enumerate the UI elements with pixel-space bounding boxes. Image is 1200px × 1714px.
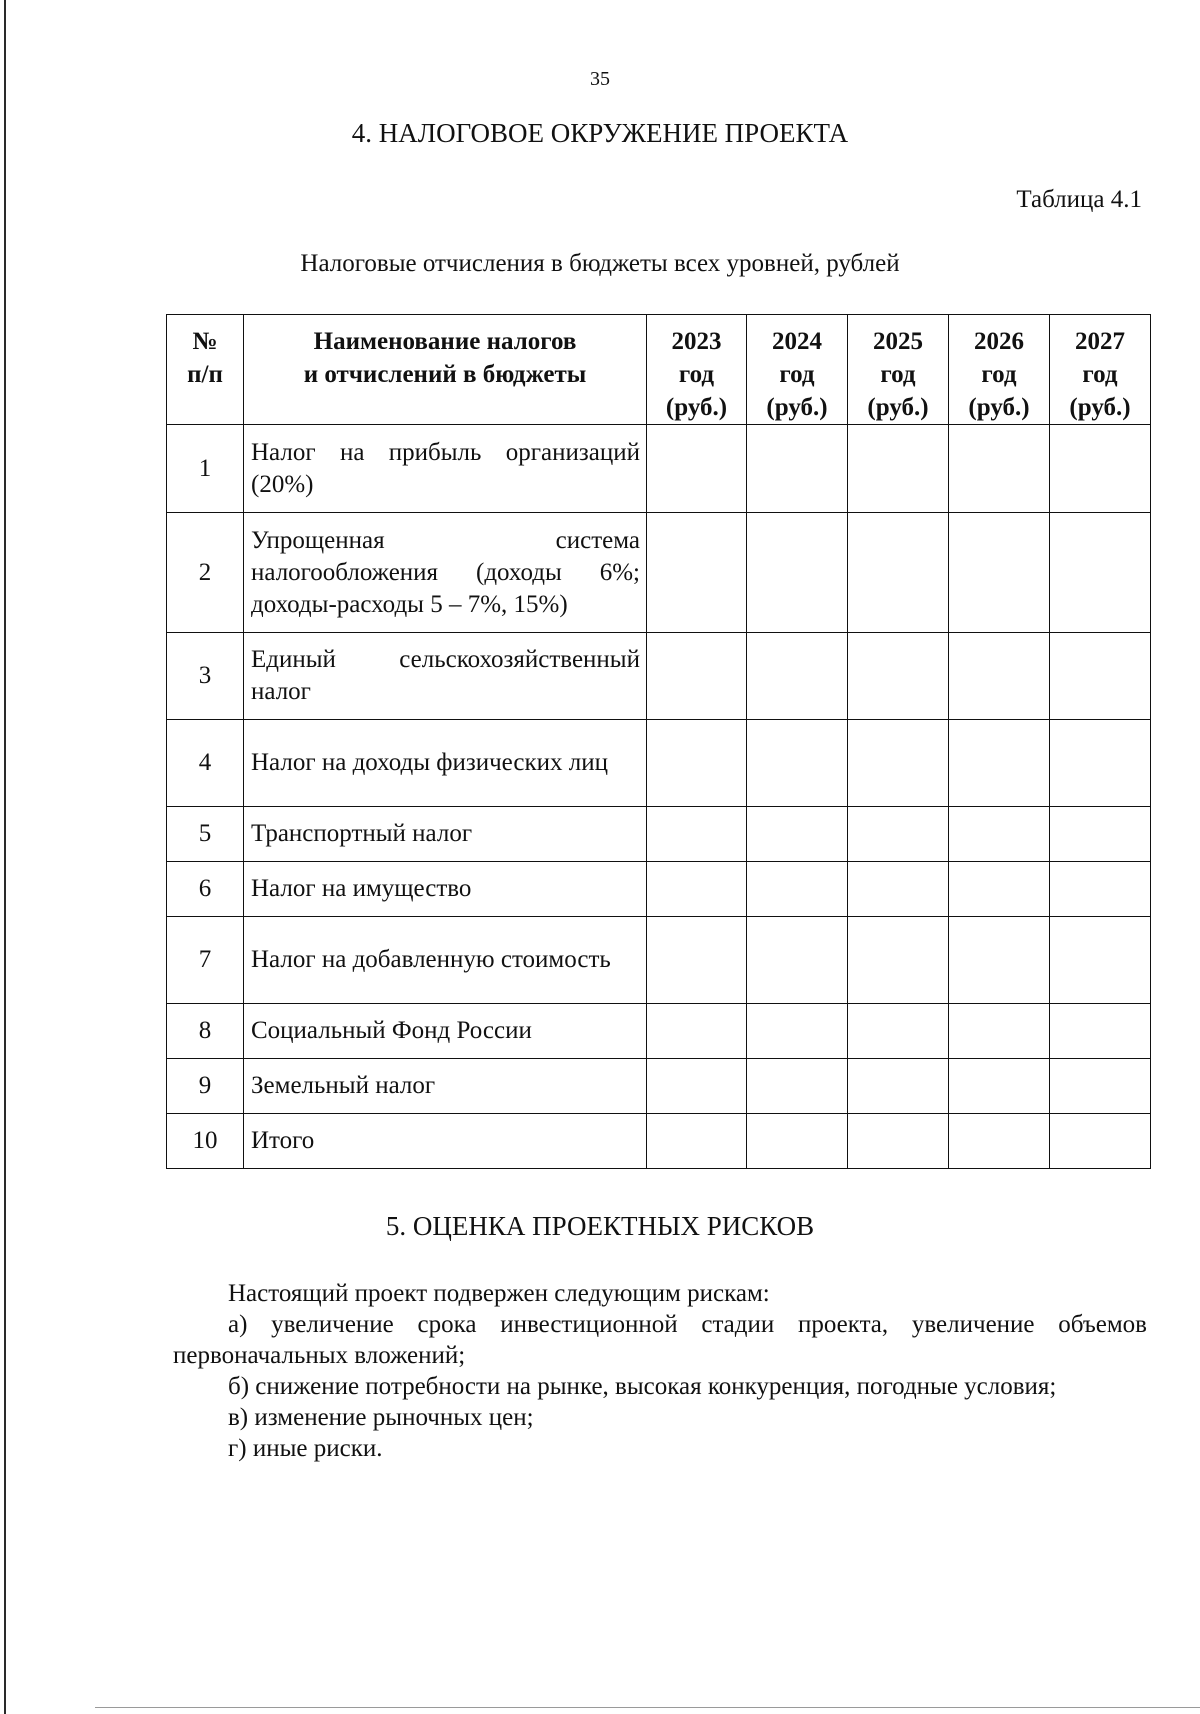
value-cell: [647, 1004, 747, 1059]
row-tax-name: Единый сельскохозяйственный налог: [244, 633, 647, 720]
table-row-total: [167, 1114, 1151, 1169]
row-number: 7: [167, 917, 244, 1004]
value-cell: [647, 720, 747, 807]
row-number: 2: [167, 513, 244, 633]
value-cell: [647, 1114, 747, 1169]
value-cell: [848, 1059, 949, 1114]
risk-item: а) увеличение срока инвестиционной стадии проекта, увеличение объемов первоначальных вложений;: [173, 1311, 1147, 1369]
row-number: 10: [167, 1114, 244, 1169]
row-number: 1: [167, 425, 244, 513]
table-row: [167, 633, 1151, 720]
value-cell: [647, 513, 747, 633]
value-cell: [848, 720, 949, 807]
table-row: [167, 1004, 1151, 1059]
row-number: 3: [167, 633, 244, 720]
value-cell: [647, 633, 747, 720]
table-caption: Налоговые отчисления в бюджеты всех уровней, рублей: [300, 250, 900, 277]
value-cell: [747, 807, 848, 862]
value-cell: [747, 633, 848, 720]
table-header-row: [167, 315, 1151, 425]
row-tax-name: Упрощенная система налогообложения (доходы 6%; доходы-расходы 5 – 7%, 15%): [244, 513, 647, 633]
table-row: [167, 917, 1151, 1004]
value-cell: [1050, 862, 1151, 917]
row-number: 8: [167, 1004, 244, 1059]
value-cell: [647, 425, 747, 513]
value-cell: [1050, 633, 1151, 720]
row-number: 5: [167, 807, 244, 862]
header-year-2023: 2023 год (руб.): [647, 315, 747, 425]
section-4-title: 4. НАЛОГОВОЕ ОКРУЖЕНИЕ ПРОЕКТА: [351, 118, 849, 148]
row-tax-name: Транспортный налог: [244, 807, 647, 862]
value-cell: [647, 807, 747, 862]
risk-item: г) иные риски.: [228, 1435, 383, 1462]
risks-intro: Настоящий проект подвержен следующим рискам:: [228, 1280, 770, 1307]
table-row: [167, 1059, 1151, 1114]
table-row: [167, 513, 1151, 633]
value-cell: [848, 807, 949, 862]
value-cell: [1050, 425, 1151, 513]
header-year-2024: 2024 год (руб.): [747, 315, 848, 425]
row-tax-name: Земельный налог: [244, 1059, 647, 1114]
table-label: Таблица 4.1: [1016, 186, 1142, 213]
tax-table: [166, 314, 1151, 1169]
risk-item: б) снижение потребности на рынке, высокая конкуренция, погодные условия;: [228, 1373, 1057, 1400]
value-cell: [1050, 917, 1151, 1004]
value-cell: [1050, 1004, 1151, 1059]
value-cell: [1050, 720, 1151, 807]
risk-item: в) изменение рыночных цен;: [228, 1404, 534, 1431]
value-cell: [848, 633, 949, 720]
table-row: [167, 862, 1151, 917]
row-number: 6: [167, 862, 244, 917]
value-cell: [949, 1114, 1050, 1169]
value-cell: [747, 1059, 848, 1114]
value-cell: [1050, 807, 1151, 862]
value-cell: [949, 425, 1050, 513]
header-tax-name: Наименование налогов и отчислений в бюджеты: [244, 315, 647, 425]
value-cell: [747, 1004, 848, 1059]
value-cell: [848, 513, 949, 633]
value-cell: [949, 862, 1050, 917]
row-tax-name: Налог на прибыль организаций (20%): [244, 425, 647, 513]
row-tax-name: Социальный Фонд России: [244, 1004, 647, 1059]
value-cell: [848, 1114, 949, 1169]
value-cell: [949, 917, 1050, 1004]
row-tax-name: Налог на имущество: [244, 862, 647, 917]
value-cell: [1050, 1059, 1151, 1114]
value-cell: [747, 862, 848, 917]
row-number: 4: [167, 720, 244, 807]
value-cell: [1050, 513, 1151, 633]
value-cell: [949, 633, 1050, 720]
value-cell: [747, 720, 848, 807]
value-cell: [848, 425, 949, 513]
table-row: [167, 807, 1151, 862]
row-tax-name: Налог на доходы физических лиц: [244, 720, 647, 807]
value-cell: [949, 513, 1050, 633]
header-number: № п/п: [167, 315, 244, 425]
value-cell: [949, 807, 1050, 862]
page-number: 35: [590, 68, 610, 90]
value-cell: [848, 862, 949, 917]
header-year-2026: 2026 год (руб.): [949, 315, 1050, 425]
value-cell: [949, 1004, 1050, 1059]
header-year-2025: 2025 год (руб.): [848, 315, 949, 425]
table-row: [167, 720, 1151, 807]
value-cell: [747, 1114, 848, 1169]
value-cell: [747, 917, 848, 1004]
risks-text: [173, 1278, 1147, 1464]
value-cell: [848, 1004, 949, 1059]
table-row: [167, 425, 1151, 513]
value-cell: [747, 513, 848, 633]
value-cell: [747, 425, 848, 513]
value-cell: [949, 1059, 1050, 1114]
header-year-2027: 2027 год (руб.): [1050, 315, 1151, 425]
value-cell: [1050, 1114, 1151, 1169]
section-5-title: 5. ОЦЕНКА ПРОЕКТНЫХ РИСКОВ: [385, 1211, 815, 1241]
value-cell: [949, 720, 1050, 807]
row-number: 9: [167, 1059, 244, 1114]
value-cell: [848, 917, 949, 1004]
value-cell: [647, 917, 747, 1004]
row-tax-name: Налог на добавленную стоимость: [244, 917, 647, 1004]
page-bottom-line: [95, 1707, 1200, 1708]
row-tax-name: Итого: [244, 1114, 647, 1169]
value-cell: [647, 862, 747, 917]
value-cell: [647, 1059, 747, 1114]
